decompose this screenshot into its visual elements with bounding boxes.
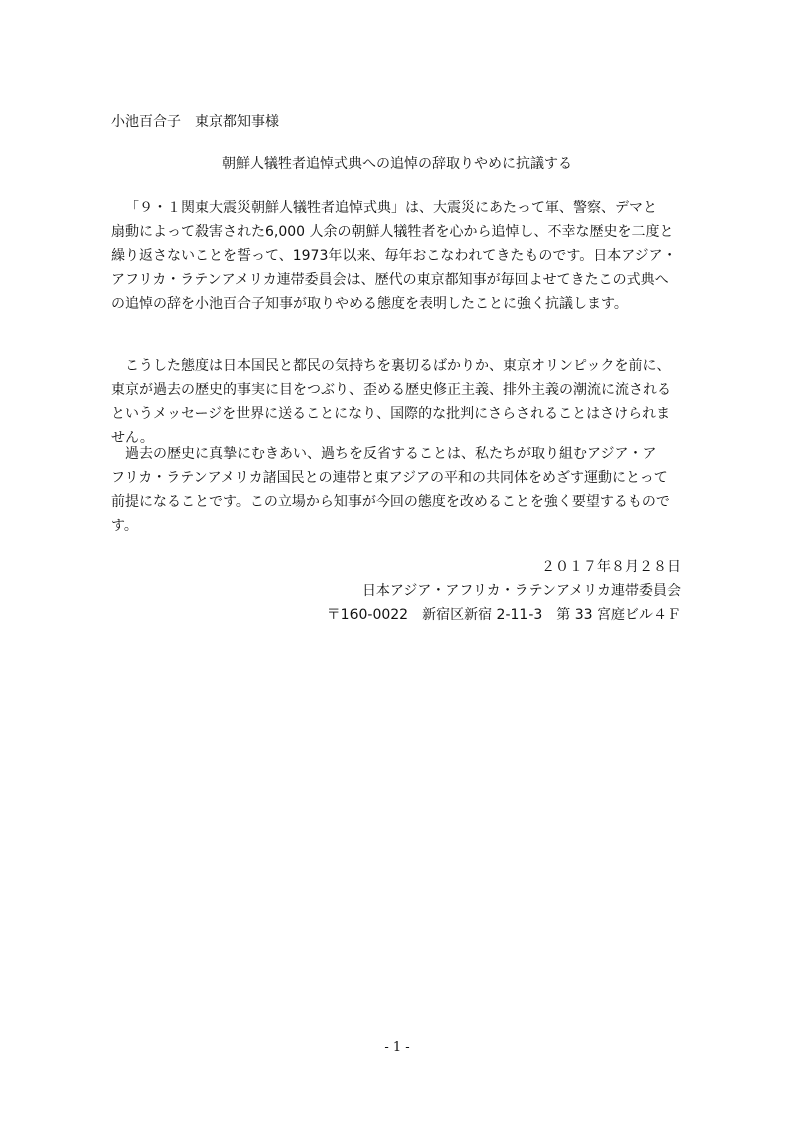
paragraph-2: [111, 354, 681, 450]
paragraph-line: 「９・１関東大震災朝鮮人犠牲者追悼式典」は、大震災にあたって軍、警察、デマと: [125, 200, 657, 216]
paragraph-line: こうした態度は日本国民と都民の気持ちを裏切るばかりか、東京オリンピックを前に、: [125, 358, 671, 374]
paragraph-line: 東京が過去の歴史的事実に目をつぶり、歪める歴史修正主義、排外主義の潮流に流される: [111, 382, 671, 398]
addressee: 小池百合子 東京都知事様: [111, 114, 279, 130]
paragraph-line: 前提になることです。この立場から知事が今回の態度を改めることを強く要望するもので: [111, 494, 670, 510]
paragraph-3: [111, 442, 681, 538]
organization-address: 〒160-0022 新宿区新宿 2-11-3 第 33 宮庭ビル４Ｆ: [326, 607, 681, 623]
paragraph-line: す。: [111, 518, 138, 534]
signature-block: [327, 555, 681, 627]
paragraph-line: 過去の歴史に真摯にむきあい、過ちを反省することは、私たちが取り組むアジア・ア: [125, 446, 657, 462]
letter-title: 朝鮮人犠牲者追悼式典への追悼の辞取りやめに抗議する: [222, 156, 572, 172]
paragraph-line: アフリカ・ラテンアメリカ連帯委員会は、歴代の東京都知事が毎回よせてきたこの式典へ: [111, 272, 669, 288]
letter-date: ２０１７年８月２８日: [541, 559, 681, 575]
paragraph-line: フリカ・ラテンアメリカ諸国民との連帯と東アジアの平和の共同体をめざす運動にとって: [111, 470, 668, 486]
paragraph-1: [111, 196, 681, 316]
paragraph-line: 繰り返さないことを誓って、1973年以来、毎年おこなわれてきたものです。日本アジア・: [111, 248, 677, 264]
paragraph-line: 扇動によって殺害された6,000 人余の朝鮮人犠牲者を心から追悼し、不幸な歴史を二度と: [111, 224, 674, 240]
paragraph-line: の追悼の辞を小池百合子知事が取りやめる態度を表明したことに強く抗議します。: [111, 296, 628, 312]
organization-name: 日本アジア・アフリカ・ラテンアメリカ連帯委員会: [361, 583, 681, 599]
page-number: - 1 -: [384, 1040, 410, 1055]
paragraph-line: せん。: [111, 430, 154, 446]
paragraph-line: というメッセージを世界に送ることになり、国際的な批判にさらされることはさけられま: [111, 406, 671, 422]
